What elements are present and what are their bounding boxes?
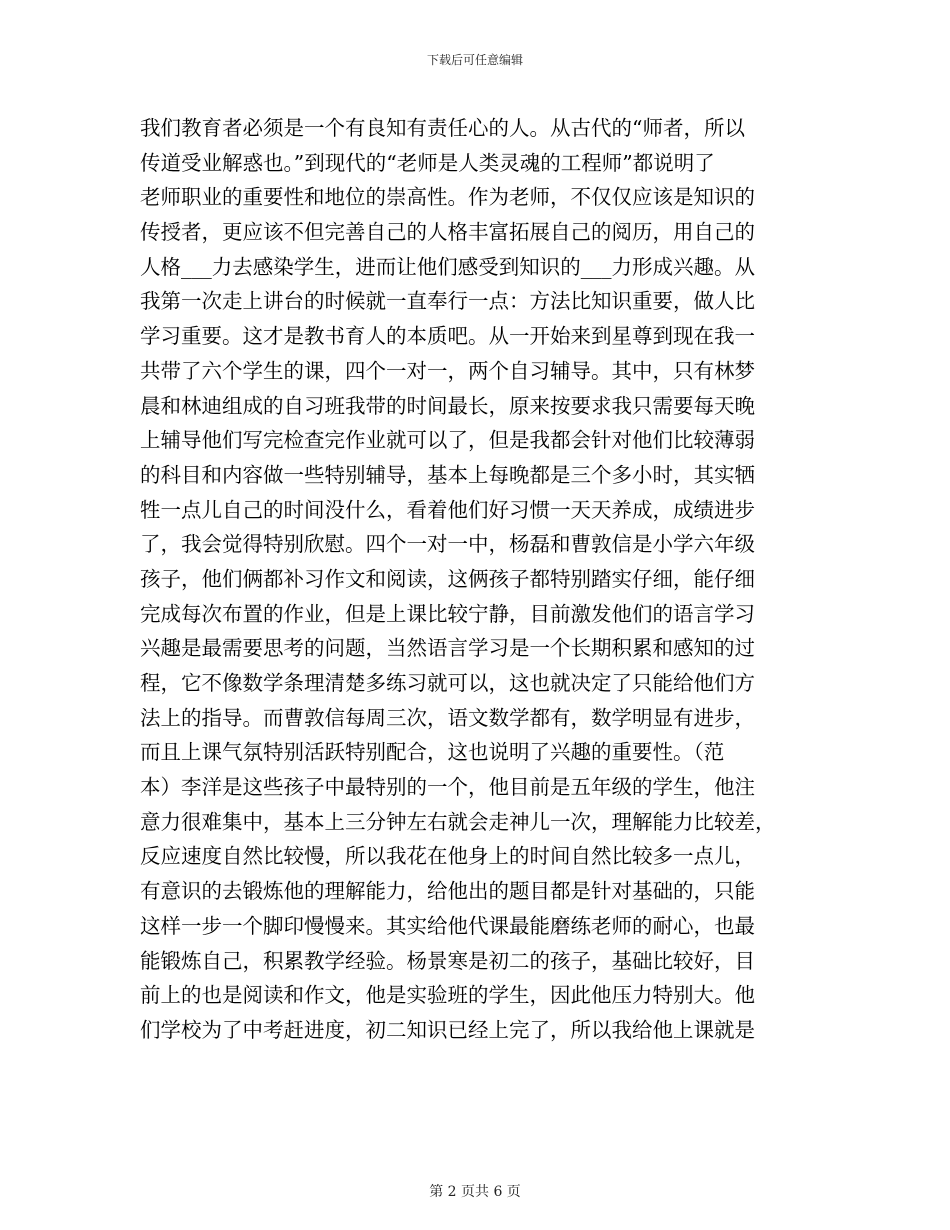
body-line: 能锻炼自己，积累教学经验。杨景寒是初二的孩子，基础比较好，目 bbox=[140, 948, 755, 973]
body-line: 意力很难集中，基本上三分钟左右就会走神儿一次，理解能力比较差， bbox=[140, 809, 776, 834]
body-line: 学习重要。这才是教书育人的本质吧。从一开始来到星尊到现在我一 bbox=[140, 324, 755, 349]
body-line: 孩子，他们俩都补习作文和阅读，这俩孩子都特别踏实仔细，能仔细 bbox=[140, 566, 755, 591]
body-line: 有意识的去锻炼他的理解能力，给他出的题目都是针对基础的，只能 bbox=[140, 879, 755, 904]
body-line: 传道受业解惑也。”到现代的“老师是人类灵魂的工程师”都说明了 bbox=[140, 150, 715, 175]
body-line: 而且上课气氛特别活跃特别配合，这也说明了兴趣的重要性。（范 bbox=[140, 740, 725, 765]
body-line: 晨和林迪组成的自习班我带的时间最长，原来按要求我只需要每天晚 bbox=[140, 393, 755, 418]
page-header: 下载后可任意编辑 bbox=[426, 53, 523, 67]
body-line: 我们教育者必须是一个有良知有责任心的人。从古代的“师者，所以 bbox=[140, 116, 745, 140]
body-line: 法上的指导。而曹敦信每周三次，语文数学都有，数学明显有进步， bbox=[140, 705, 755, 730]
body-line: 本）李洋是这些孩子中最特别的一个，他目前是五年级的学生，他注 bbox=[140, 775, 755, 800]
document-body bbox=[140, 111, 812, 1048]
page-footer: 第 2 页共 6 页 bbox=[429, 1184, 521, 1200]
body-line: 反应速度自然比较慢，所以我花在他身上的时间自然比较多一点儿， bbox=[140, 844, 755, 869]
body-line: 的科目和内容做一些特别辅导，基本上每晚都是三个多小时，其实牺 bbox=[140, 462, 755, 487]
body-line: 前上的也是阅读和作文，他是实验班的学生，因此他压力特别大。他 bbox=[140, 983, 755, 1008]
body-line: 完成每次布置的作业，但是上课比较宁静，目前激发他们的语言学习 bbox=[140, 601, 755, 626]
body-line: 程，它不像数学条理清楚多练习就可以，这也就决定了只能给他们方 bbox=[140, 671, 755, 695]
body-line: 老师职业的重要性和地位的崇高性。作为老师，不仅仅应该是知识的 bbox=[140, 185, 755, 210]
body-line: 这样一步一个脚印慢慢来。其实给他代课最能磨练老师的耐心，也最 bbox=[140, 913, 755, 938]
body-line: 牲一点儿自己的时间没什么，看着他们好习惯一天天养成，成绩进步 bbox=[140, 497, 755, 522]
body-line: 了，我会觉得特别欣慰。四个一对一中，杨磊和曹敦信是小学六年级 bbox=[140, 532, 755, 557]
body-line: 上辅导他们写完检查完作业就可以了，但是我都会针对他们比较薄弱 bbox=[140, 428, 755, 453]
body-line: 人格___力去感染学生，进而让他们感受到知识的___力形成兴趣。从 bbox=[140, 254, 755, 279]
body-line: 我第一次走上讲台的时候就一直奉行一点：方法比知识重要，做人比 bbox=[140, 289, 755, 314]
body-line: 们学校为了中考赶进度，初二知识已经上完了，所以我给他上课就是 bbox=[140, 1017, 755, 1042]
body-line: 传授者，更应该不但完善自己的人格丰富拓展自己的阅历，用自己的 bbox=[140, 220, 755, 245]
body-line: 共带了六个学生的课，四个一对一，两个自习辅导。其中，只有林梦 bbox=[140, 358, 755, 383]
body-line: 兴趣是最需要思考的问题，当然语言学习是一个长期积累和感知的过 bbox=[140, 636, 755, 661]
